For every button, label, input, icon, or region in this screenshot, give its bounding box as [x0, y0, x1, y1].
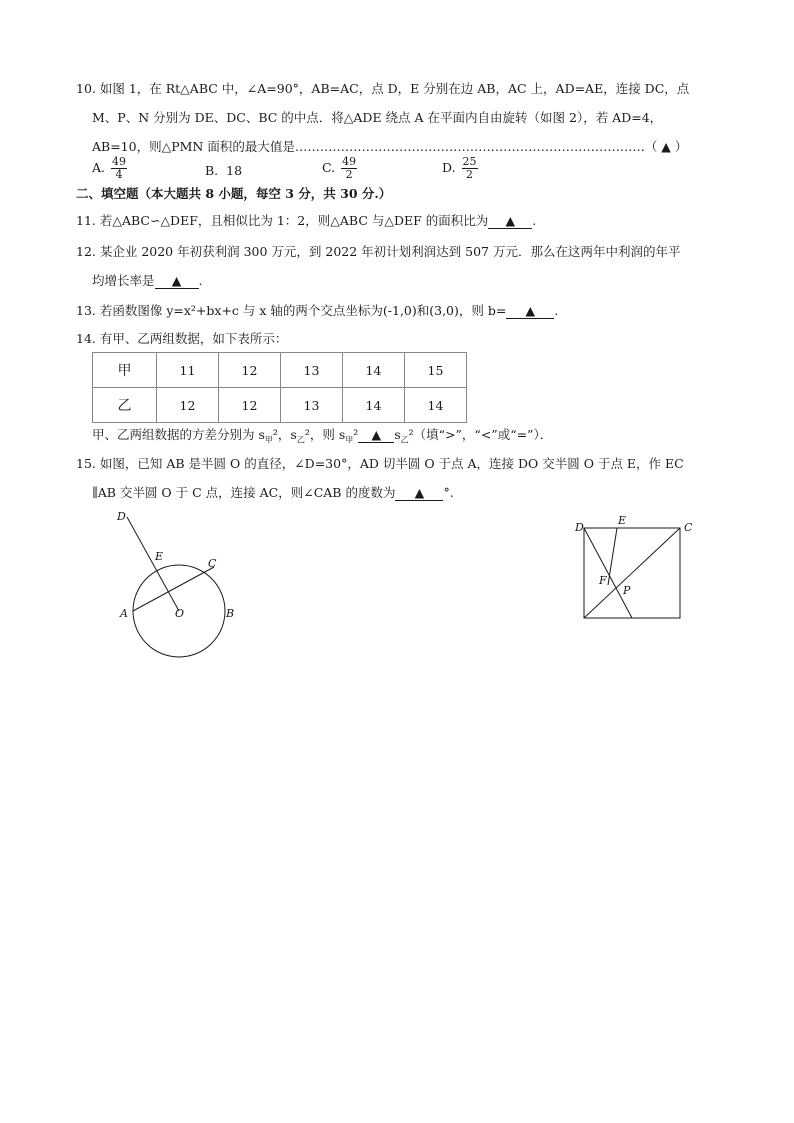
table-cell: 13: [281, 353, 343, 388]
q15-line1: 15. 如图，已知 AB 是半圆 O 的直径，∠D=30°，AD 切半圆 O 于点 A，连接 DO 交半圆 O 于点 E，作 EC: [76, 456, 684, 471]
q10-option-a: A. $\frac{49}{4}$: [92, 155, 126, 181]
q11: 11. 若△ABC∽△DEF，且相似比为 1：2，则△ABC 与△DEF 的面积比为 ▲ .: [76, 213, 537, 228]
q13: 13. 若函数图像 y=x²+bx+c 与 x 轴的两个交点坐标为(-1,0)和(3,0)，则 b= ▲ .: [76, 303, 559, 318]
q10-option-b: B. 18: [205, 163, 243, 178]
point-label-o: O: [175, 607, 185, 620]
table-cell: 12: [157, 388, 219, 423]
table-cell: 14: [405, 388, 467, 423]
answer-blank[interactable]: ▲: [488, 214, 532, 229]
point-label-e: E: [618, 514, 627, 527]
point-label-p: P: [623, 584, 631, 597]
table-row-label: 甲: [93, 353, 157, 388]
table-cell: 11: [157, 353, 219, 388]
answer-blank[interactable]: ▲: [155, 274, 199, 289]
section-heading: 二、填空题（本大题共 8 小题，每空 3 分，共 30 分.）: [76, 186, 392, 201]
point-label-e: E: [155, 550, 164, 563]
q12-line2: 均增长率是 ▲ .: [92, 273, 203, 288]
fraction: $\frac{49}{2}$: [342, 155, 357, 181]
q10-line2: M、P、N 分别为 DE、DC、BC 的中点．将△ADE 绕点 A 在平面内自由旋转（如图 2），若 AD=4，: [92, 110, 663, 125]
point-label-b: B: [226, 607, 235, 620]
point-label-d: D: [575, 521, 584, 534]
fraction: $\frac{25}{2}$: [462, 155, 477, 181]
point-label-c: C: [684, 521, 693, 534]
q14-variance-line: 甲、乙两组数据的方差分别为 $s_甲^2$，$s_乙^2$，则 $s_甲^2$ ▲ $s_乙^2$（填“>”，“<”或“=”）．: [92, 427, 553, 445]
q14-intro: 14. 有甲、乙两组数据，如下表所示：: [76, 331, 288, 346]
q10-line1: 10. 如图 1，在 Rt△ABC 中，∠A=90°，AB=AC，点 D，E 分别在边 AB，AC 上，AD=AE，连接 DC，点: [76, 81, 690, 96]
point-label-f: F: [599, 574, 607, 587]
point-label-d: D: [117, 510, 126, 523]
answer-blank[interactable]: ▲: [506, 304, 554, 319]
point-label-c: C: [208, 557, 217, 570]
line-diagonal: [584, 528, 680, 618]
point-label-a: A: [120, 607, 128, 620]
table-cell: 13: [281, 388, 343, 423]
table-cell: 12: [219, 353, 281, 388]
line-dp: [584, 528, 632, 618]
table-row-label: 乙: [93, 388, 157, 423]
line-ef: [608, 528, 617, 585]
q12-line1: 12. 某企业 2020 年初获利润 300 万元，到 2022 年初计划利润达到 507 万元．那么在这两年中利润的年平: [76, 244, 681, 259]
answer-blank[interactable]: ▲: [395, 486, 443, 501]
table-cell: 14: [343, 353, 405, 388]
table-cell: 12: [219, 388, 281, 423]
q15-line2: ∥AB 交半圆 O 于 C 点，连接 AC，则∠CAB 的度数为 ▲ °.: [92, 485, 454, 500]
table-cell: 14: [343, 388, 405, 423]
q10-option-d: D. $\frac{25}{2}$: [442, 155, 477, 181]
answer-blank[interactable]: ▲: [358, 428, 394, 443]
table-cell: 15: [405, 353, 467, 388]
fraction: $\frac{49}{4}$: [112, 155, 126, 181]
q10-option-c: C. $\frac{49}{2}$: [322, 155, 357, 181]
q10-line3: AB=10，则△PMN 面积的最大值是…………………………………………………………………………（ ▲ ）: [92, 139, 688, 154]
